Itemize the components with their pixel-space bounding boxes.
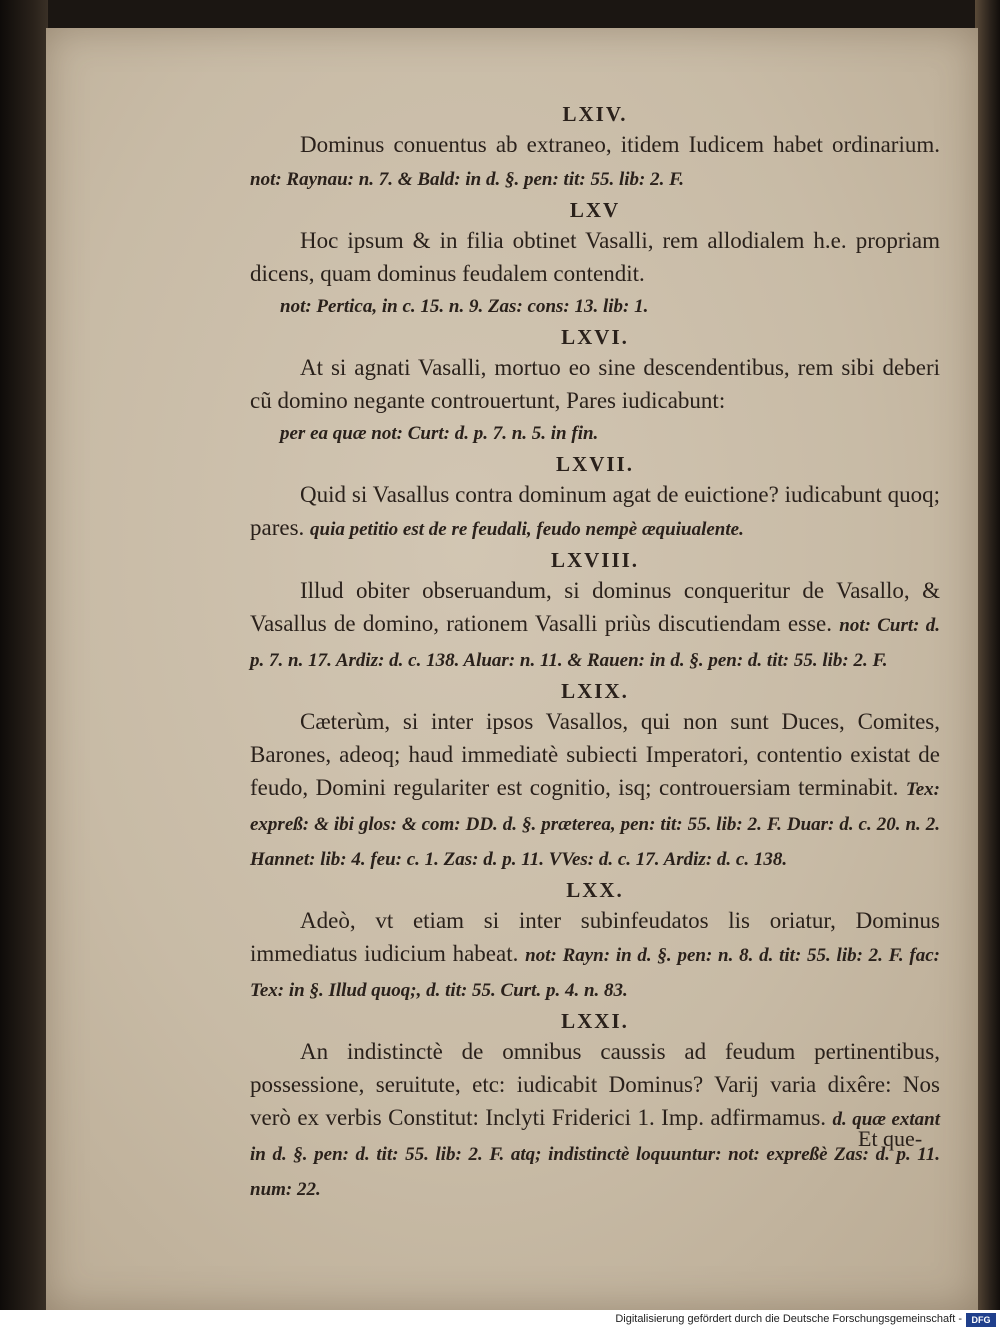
citation-note: not: Raynau: n. 7. & Bald: in d. §. pen: tit: 55. lib: 2. F. [250, 169, 685, 190]
scan-edge-left [0, 0, 48, 1310]
citation-note: not: Pertica, in c. 15. n. 9. Zas: cons: 13. lib: 1. [280, 296, 649, 317]
page-text [250, 100, 940, 1206]
citation-note: per ea quæ not: Curt: d. p. 7. n. 5. in fin. [280, 423, 599, 444]
section-text: An indistinctè de omnibus caussis ad feudum pertinentibus, possessione, seruitute, etc: iudicabit Dominus? Varij varia dixêre: Nos verò ex verbis Constitut: Inclyti Friderici 1. Imp. adfirmamus. d. quæ extant in d. §. pen: d. tit: 55. lib: 2. F. atq; indistinctè loquuntur: not: expreßè Zas: d. p. 11. num: 22. [250, 1039, 940, 1200]
section-text: Hoc ipsum & in filia obtinet Vasalli, rem allodialem h.e. propriam dicens, quam dominus feudalem contendit. [250, 228, 940, 286]
citation-note: quia petitio est de re feudali, feudo nempè æquiualente. [310, 519, 744, 540]
section-text: Illud obiter obseruandum, si dominus conqueritur de Vasallo, & Vasallus de domino, rationem Vasalli priùs discutiendam esse. not: Curt: d. p. 7. n. 17. Ardiz: d. c. 138. Aluar: n. 11. & Rauen: in d. §. pen: d. tit: 55. lib: 2. F. [250, 578, 940, 671]
section-heading: LXVII. [556, 452, 634, 476]
section-text: Dominus conuentus ab extraneo, itidem Iudicem habet ordinarium. not: Raynau: n. 7. & Bald: in d. §. pen: tit: 55. lib: 2. F. [250, 132, 940, 190]
section-heading: LXV [569, 198, 621, 222]
citation-note: not: Rayn: in d. §. pen: n. 8. d. tit: 55. lib: 2. F. fac: Tex: in §. Illud quoq;, d. tit: 55. Curt. p. 4. n. 83. [250, 945, 941, 1001]
section-heading: LXIX. [561, 679, 629, 703]
citation-note: d. quæ extant in d. §. pen: d. tit: 55. lib: 2. F. atq; indistinctè loquuntur: not: expreßè Zas: d. p. 11. num: 22. [250, 1109, 940, 1200]
catchword: Et que- [858, 1126, 923, 1151]
section-heading: LXXI. [561, 1009, 629, 1033]
section-heading: LXVI. [561, 325, 629, 349]
citation-note: Tex: expreß: & ibi glos: & com: DD. d. §. præterea, pen: tit: 55. lib: 2. F. Duar: d. c. 20. n. 2. Hannet: lib: 4. feu: c. 1. Zas: d. p. 11. VVes: d. c. 17. Ardiz: d. c. 138. [250, 779, 940, 870]
section-heading: LXX. [566, 878, 624, 902]
funding-notice: Digitalisierung gefördert durch die Deutsche Forschungsgemeinschaft - [615, 1313, 962, 1325]
section-heading: LXIV. [562, 102, 628, 126]
section-text: Adeò, vt etiam si inter subinfeudatos lis oriatur, Dominus immediatus iudicium habeat. not: Rayn: in d. §. pen: n. 8. d. tit: 55. lib: 2. F. fac: Tex: in §. Illud quoq;, d. tit: 55. Curt. p. 4. n. 83. [250, 908, 941, 1001]
citation-note: not: Curt: d. p. 7. n. 17. Ardiz: d. c. 138. Aluar: n. 11. & Rauen: in d. §. pen: d. tit: 55. lib: 2. F. [250, 615, 940, 671]
digitization-footer [0, 1310, 1000, 1331]
dfg-logo-icon: DFG [966, 1313, 996, 1327]
section-text: At si agnati Vasalli, mortuo eo sine descendentibus, rem sibi deberi cũ domino negante controuertunt, Pares iudicabunt: [250, 355, 940, 413]
section-text: Quid si Vasallus contra dominum agat de euictione? iudicabunt quoq; pares. quia petitio est de re feudali, feudo nempè æquiualente. [250, 482, 940, 540]
section-heading: LXVIII. [550, 548, 640, 572]
scan-edge-right [975, 0, 1000, 1310]
section-text: Cæterùm, si inter ipsos Vasallos, qui non sunt Duces, Comites, Barones, adeoq; haud immediatè subiecti Imperatori, contentio existat de feudo, Domini regulariter est cognitio, isq; controuersiam terminabit. Tex: expreß: & ibi glos: & com: DD. d. §. præterea, pen: tit: 55. lib: 2. F. Duar: d. c. 20. n. 2. Hannet: lib: 4. feu: c. 1. Zas: d. p. 11. VVes: d. c. 17. Ardiz: d. c. 138. [250, 709, 940, 870]
